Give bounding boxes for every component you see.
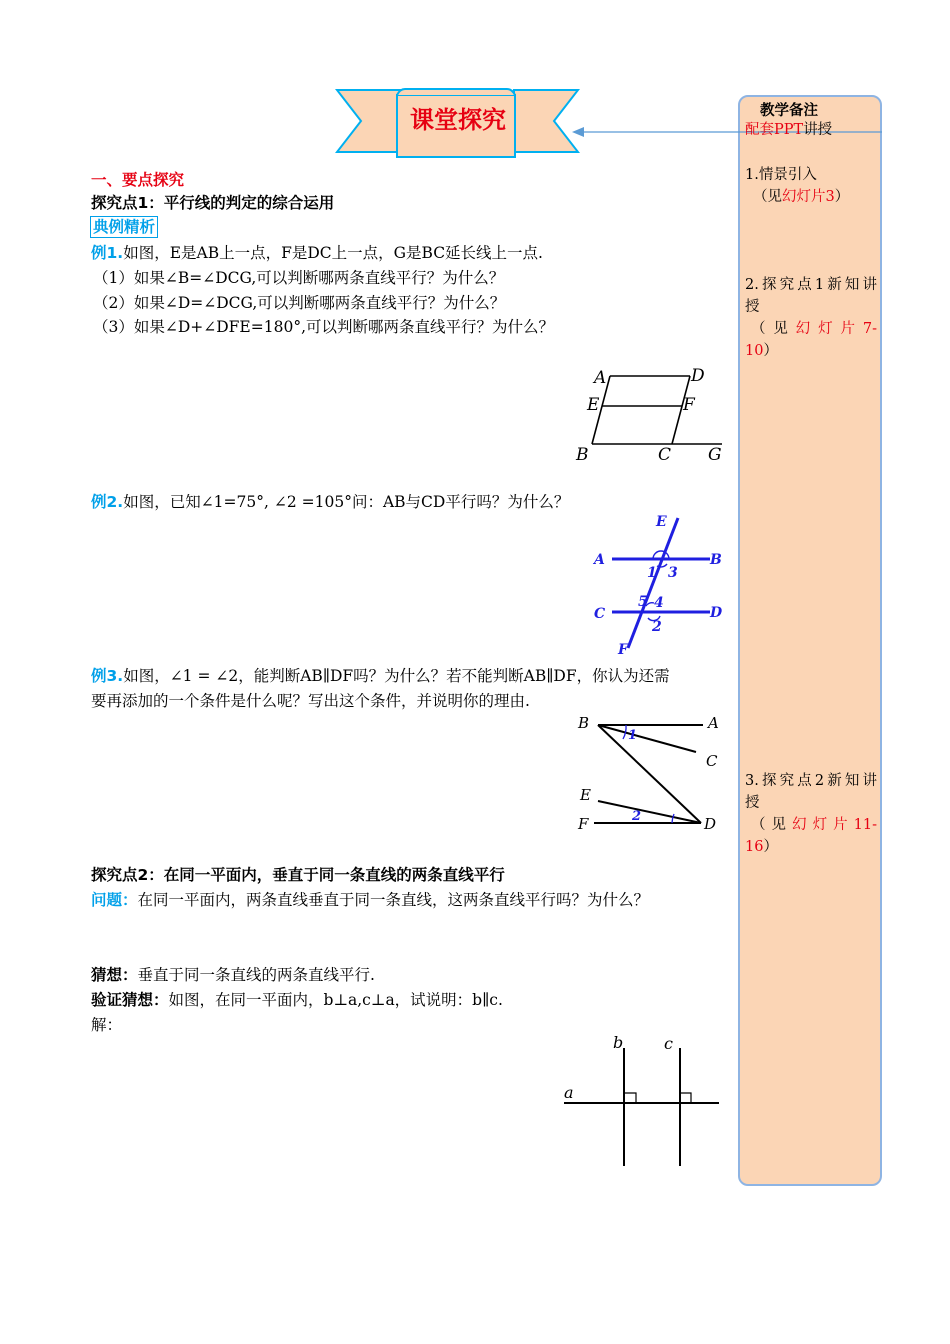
solution-label: 解：: [91, 1016, 123, 1034]
fig1-label-E: E: [587, 395, 600, 415]
verify-label: 验证猜想：: [91, 991, 169, 1009]
fig4-label-a: a: [564, 1083, 574, 1102]
example-3-line-2: 要再添加的一个条件是什么呢？写出这个条件，并说明你的理由.: [91, 692, 530, 710]
example-1: 例1.如图，E是AB上一点，F是DC上一点，G是BC延长线上一点.: [91, 244, 543, 262]
point1-heading: 探究点1：平行线的判定的综合运用: [91, 194, 335, 212]
fig3-label-2: 2: [632, 809, 642, 824]
example-1-q1: （1）如果∠B=∠DCG,可以判断哪两条直线平行？为什么？: [93, 269, 505, 287]
sidebar-note-3-label: 3.探究点2新知讲: [745, 773, 877, 789]
figure-zigzag: [568, 708, 733, 836]
example-1-q2: （2）如果∠D=∠DCG,可以判断哪两条直线平行？为什么？: [93, 294, 506, 312]
sidebar-title: 教学备注: [760, 103, 818, 119]
teaching-notes-panel: [738, 95, 882, 1186]
sidebar-subtitle: [745, 120, 832, 140]
fig2-label-3: 3: [668, 565, 678, 581]
point2-heading: 探究点2：在同一平面内，垂直于同一条直线的两条直线平行: [91, 866, 505, 884]
section-heading: 一、要点探究: [91, 171, 185, 189]
example-3-label: 例3.: [91, 667, 124, 685]
sidebar-note-1-label: 1.情景引入: [745, 167, 817, 183]
fig3-label-C: C: [706, 752, 718, 770]
sidebar-note-1-slides: 幻灯片3: [782, 189, 835, 205]
conjecture: 猜想：垂直于同一条直线的两条直线平行.: [91, 966, 375, 984]
conjecture-label: 猜想：: [91, 966, 138, 984]
example-1-q3: （3）如果∠D+∠DFE=180°,可以判断哪两条直线平行？为什么？: [93, 318, 554, 336]
example-2: 例2.如图，已知∠1=75°, ∠2 =105°问：AB与CD平行吗？为什么？: [91, 493, 570, 511]
fig4-label-c: c: [664, 1034, 673, 1053]
fig2-label-D: D: [710, 605, 723, 621]
fig3-label-B: B: [578, 714, 590, 732]
banner-title: 课堂探究: [410, 106, 506, 134]
example-1-label: 例1.: [91, 244, 124, 262]
figure-parallelogram: [570, 362, 730, 467]
fig2-label-F: F: [618, 642, 628, 658]
fig2-label-2: 2: [652, 619, 662, 635]
question: 问题：在同一平面内，两条直线垂直于同一条直线，这两条直线平行吗？为什么？: [91, 891, 650, 909]
fig4-label-b: b: [613, 1034, 624, 1052]
sidebar-note-2: 2.探究点1新知讲 授 （见幻灯片7- 10）: [745, 274, 877, 362]
fig3-label-A: A: [708, 714, 719, 732]
sidebar-note-2-slides: 幻灯片7-: [795, 321, 877, 337]
question-label: 问题：: [91, 891, 138, 909]
example-3-line-1: 例3.如图，∠1 = ∠2，能判断AB∥DF吗？为什么？若不能判断AB∥DF，你认为还需: [91, 667, 670, 685]
sidebar-note-1: 1.情景引入 （见幻灯片3）: [745, 164, 875, 208]
example-2-label: 例2.: [91, 493, 124, 511]
sidebar-note-2-label: 2.探究点1新知讲: [745, 277, 877, 293]
fig1-label-G: G: [708, 445, 722, 465]
fig1-label-A: A: [594, 368, 607, 388]
fig2-label-A: A: [594, 552, 605, 568]
sidebar-note-3: 3.探究点2新知讲 授 （见幻灯片11- 16）: [745, 770, 877, 858]
verify: 验证猜想：如图，在同一平面内，b⊥a,c⊥a，试说明：b∥c.: [91, 991, 503, 1009]
figure-perpendiculars: [556, 1034, 721, 1168]
fig2-label-E: E: [656, 514, 667, 530]
fig2-label-4: 4: [654, 595, 664, 611]
sidebar-subtitle-ppt: 配套PPT: [745, 122, 804, 138]
sidebar-note-3-slides: 幻灯片11-: [792, 817, 877, 833]
fig1-label-C: C: [658, 445, 672, 465]
fig3-label-1: 1: [628, 728, 638, 743]
fig3-label-D: D: [704, 815, 717, 833]
fig1-label-B: B: [576, 445, 589, 465]
fig2-label-5: 5: [638, 594, 648, 610]
fig2-label-C: C: [594, 606, 606, 622]
example-tag: 典例精析: [90, 216, 158, 238]
sidebar-subtitle-teach: 讲授: [803, 122, 833, 138]
fig3-label-F: F: [578, 815, 589, 833]
fig2-label-B: B: [710, 552, 722, 568]
fig1-label-D: D: [691, 366, 705, 386]
arrow-left-icon: [572, 124, 884, 140]
fig1-label-F: F: [683, 395, 695, 415]
fig3-label-E: E: [580, 786, 591, 804]
fig2-label-1: 1: [647, 565, 657, 581]
figure-transversal: [588, 510, 728, 658]
